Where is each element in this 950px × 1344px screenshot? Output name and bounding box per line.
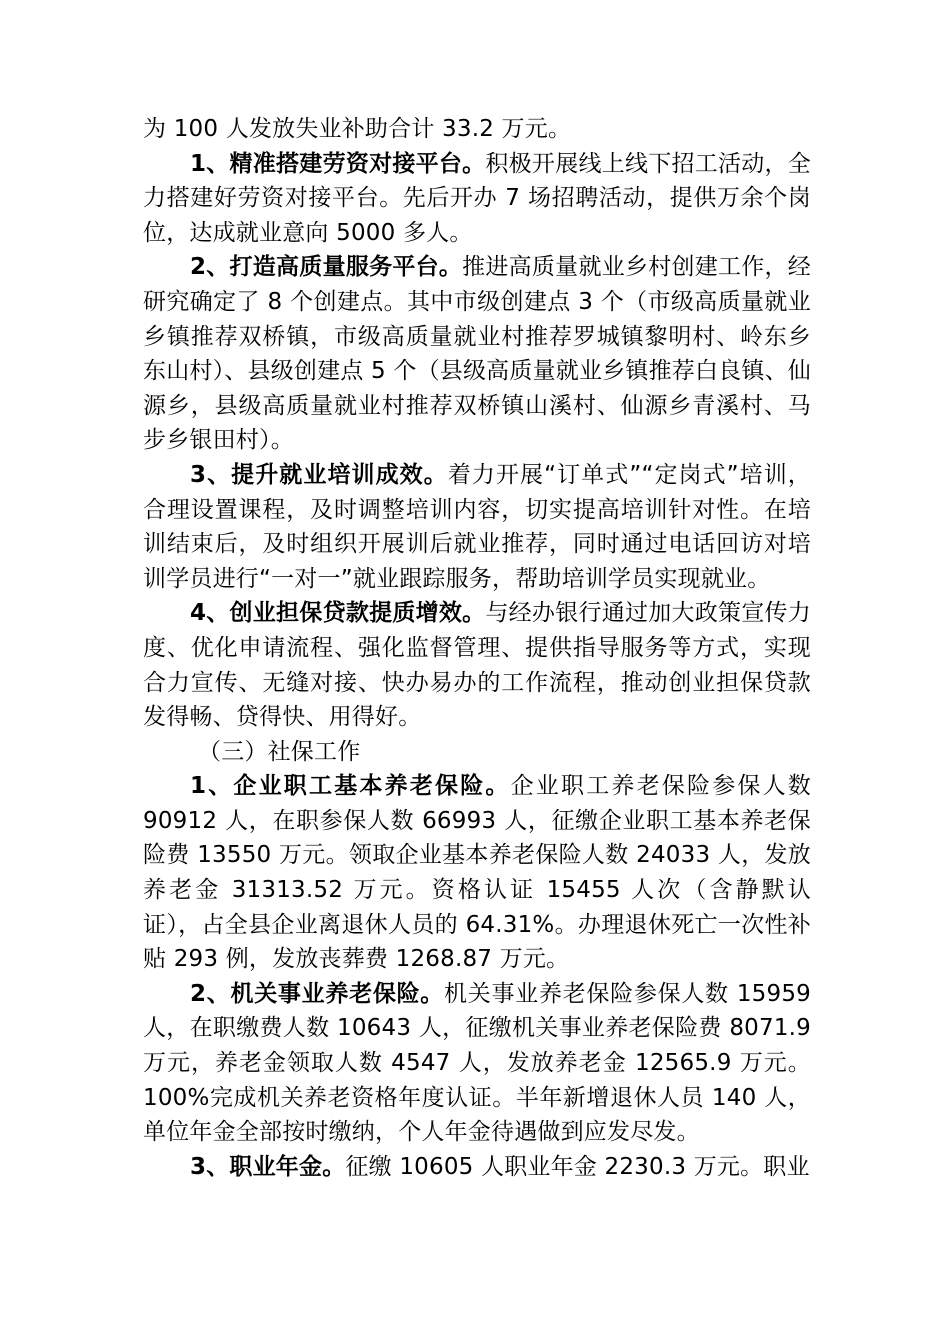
- section-heading-social-security: [143, 735, 811, 770]
- paragraph-heading: 2、打造高质量服务平台。: [190, 254, 463, 281]
- paragraph-heading: 1、企业职工基本养老保险。: [190, 773, 511, 800]
- section-title: （三）社保工作: [198, 738, 361, 765]
- paragraph-heading: 3、职业年金。: [190, 1153, 346, 1180]
- paragraph-heading: 1、精准搭建劳资对接平台。: [190, 150, 486, 177]
- paragraph-training: [143, 458, 811, 596]
- paragraph-carryover: [143, 112, 811, 147]
- paragraph-text: 为 100 人发放失业补助合计 33.2 万元。: [143, 116, 572, 142]
- paragraph-occupational-annuity: [143, 1150, 811, 1185]
- paragraph-text: 征缴 10605 人职业年金 2230.3 万元。职业: [345, 1153, 810, 1180]
- paragraph-heading: 3、提升就业培训成效。: [190, 461, 448, 488]
- paragraph-text: 机关事业养老保险参保人数 15959 人，在职缴费人数 10643 人，征缴机关事业养老保险费 8071.9 万元，养老金领取人数 4547 人，发放养老金 12565.9 万元。100%完成机关养老资格年度认证。半年新增退休人员 140 人，单位年金全部按时缴纳，个人年金待遇做到应发尽发。: [143, 980, 811, 1146]
- paragraph-service-platform: [143, 250, 811, 458]
- paragraph-text: 企业职工养老保险参保人数 90912 人，在职参保人数 66993 人，征缴企业职工基本养老保险费 13550 万元。领取企业基本养老保险人数 24033 人，发放养老金 31313.52 万元。资格认证 15455 人次（含静默认证），占全县企业离退休人员的 64.31%。办理退休死亡一次性补贴 293 例，发放丧葬费 1268.87 万元。: [143, 773, 812, 973]
- paragraph-text: 与经办银行通过加大政策宣传力度、优化申请流程、强化监督管理、提供指导服务等方式，实现合力宣传、无缝对接、快办易办的工作流程，推动创业担保贷款发得畅、贷得快、用得好。: [143, 600, 811, 731]
- paragraph-institution-pension: [143, 977, 811, 1150]
- paragraph-text: 着力开展“订单式”“定岗式”培训，合理设置课程，及时调整培训内容，切实提高培训针对性。在培训结束后，及时组织开展训后就业推荐，同时通过电话回访对培训学员进行“一对一”就业跟踪服务，帮助培训学员实现就业。: [143, 461, 811, 592]
- paragraph-text: 积极开展线上线下招工活动，全力搭建好劳资对接平台。先后开办 7 场招聘活动，提供万余个岗位，达成就业意向 5000 多人。: [143, 150, 811, 246]
- document-body: [143, 112, 811, 1184]
- paragraph-labor-platform: [143, 147, 811, 251]
- paragraph-heading: 4、创业担保贷款提质增效。: [190, 600, 486, 627]
- paragraph-enterprise-pension: [143, 769, 811, 977]
- paragraph-loans: [143, 596, 811, 734]
- paragraph-text: 推进高质量就业乡村创建工作，经研究确定了 8 个创建点。其中市级创建点 3 个（市级高质量就业乡镇推荐双桥镇，市级高质量就业村推荐罗城镇黎明村、岭东乡东山村）、县级创建点 5 个（县级高质量就业乡镇推荐白良镇、仙源乡，县级高质量就业村推荐双桥镇山溪村、仙源乡青溪村、马步乡银田村）。: [143, 254, 811, 454]
- paragraph-heading: 2、机关事业养老保险。: [190, 980, 445, 1007]
